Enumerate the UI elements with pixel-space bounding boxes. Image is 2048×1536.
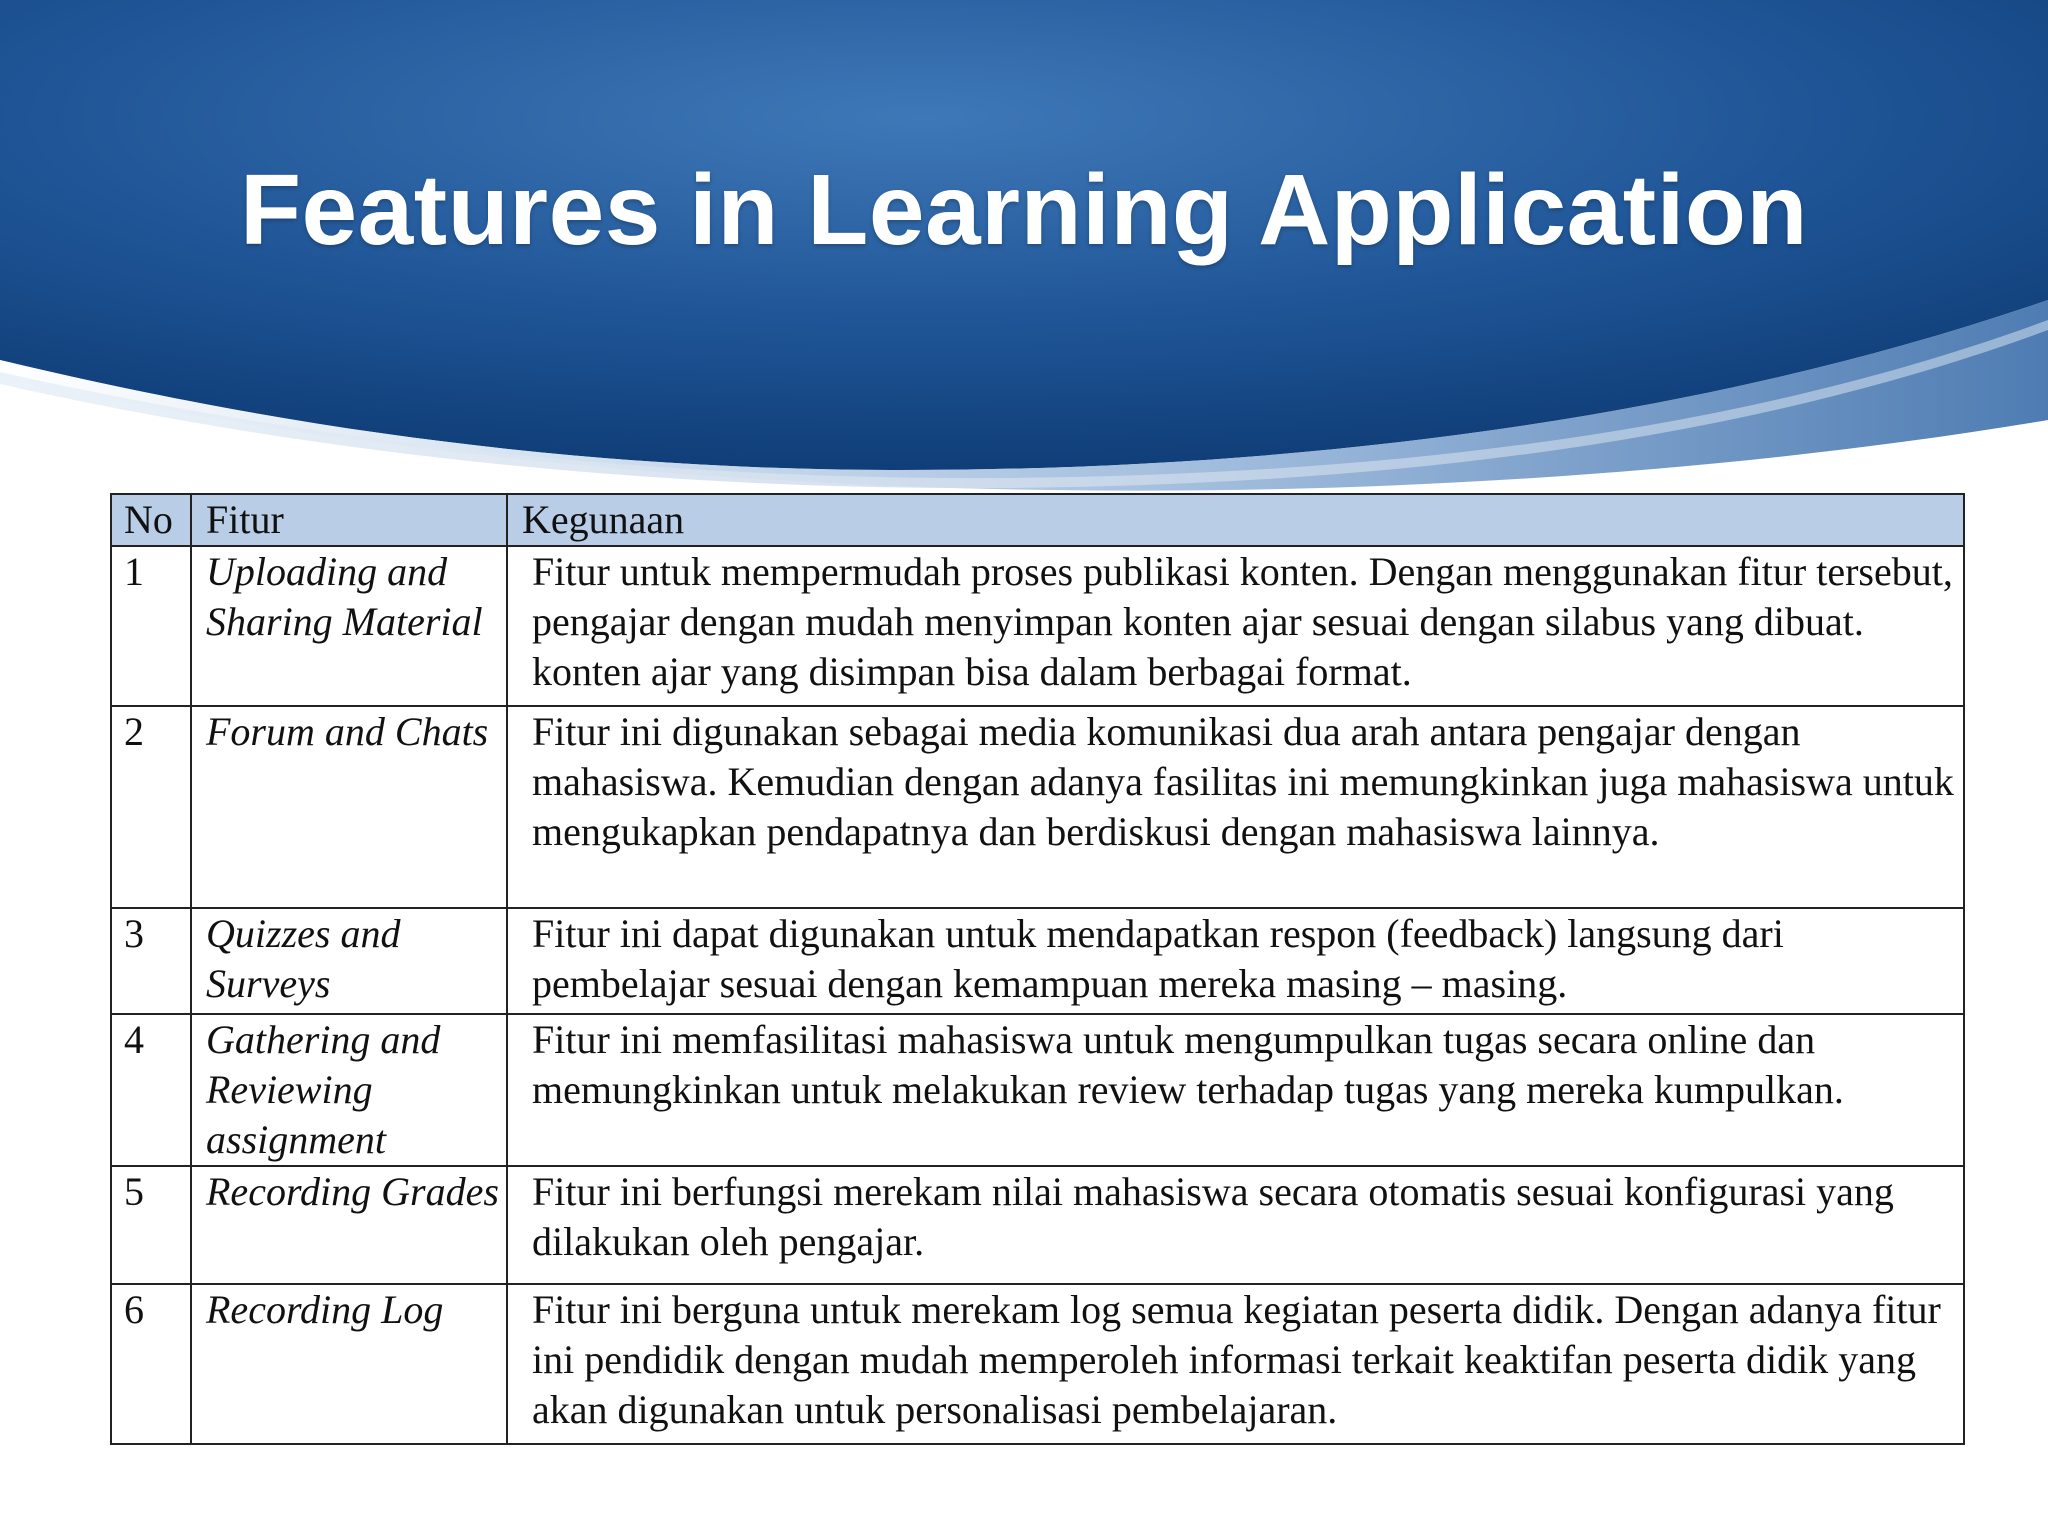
row-number: 4 [111, 1014, 191, 1166]
table-header-row [111, 494, 1964, 546]
row-number: 6 [111, 1284, 191, 1444]
table-row [111, 1284, 1964, 1444]
row-number: 3 [111, 908, 191, 1014]
row-number: 2 [111, 706, 191, 908]
table-row [111, 1166, 1964, 1284]
row-feature: Quizzes and Surveys [191, 908, 507, 1014]
row-usage: Fitur ini memfasilitasi mahasiswa untuk mengumpulkan tugas secara online dan memungkinkan untuk melakukan review terhadap tugas yang mereka kumpulkan. [507, 1014, 1964, 1166]
row-feature: Recording Grades [191, 1166, 507, 1284]
features-table [110, 493, 1965, 1445]
slide-title: Features in Learning Application [239, 154, 1809, 266]
row-number: 5 [111, 1166, 191, 1284]
header-fitur: Fitur [191, 494, 507, 546]
table-row [111, 706, 1964, 908]
row-feature: Forum and Chats [191, 706, 507, 908]
row-usage: Fitur untuk mempermudah proses publikasi konten. Dengan menggunakan fitur tersebut, pengajar dengan mudah menyimpan konten ajar sesuai dengan silabus yang dibuat. konten ajar yang disimpan bisa dalam berbagai format. [507, 546, 1964, 706]
row-usage: Fitur ini dapat digunakan untuk mendapatkan respon (feedback) langsung dari pembelajar sesuai dengan kemampuan mereka masing – masing. [507, 908, 1964, 1014]
table-row [111, 1014, 1964, 1166]
table-row [111, 546, 1964, 706]
row-feature: Uploading and Sharing Material [191, 546, 507, 706]
row-usage: Fitur ini digunakan sebagai media komunikasi dua arah antara pengajar dengan mahasiswa. Kemudian dengan adanya fasilitas ini memungkinkan juga mahasiswa untuk mengukapkan pendapatnya dan berdiskusi dengan mahasiswa lainnya. [507, 706, 1964, 908]
row-usage: Fitur ini berguna untuk merekam log semua kegiatan peserta didik. Dengan adanya fitur ini pendidik dengan mudah memperoleh informasi terkait keaktifan peserta didik yang akan digunakan untuk personalisasi pembelajaran. [507, 1284, 1964, 1444]
header-no: No [111, 494, 191, 546]
table-row [111, 908, 1964, 1014]
row-number: 1 [111, 546, 191, 706]
header-kegunaan: Kegunaan [507, 494, 1964, 546]
row-feature: Recording Log [191, 1284, 507, 1444]
row-usage: Fitur ini berfungsi merekam nilai mahasiswa secara otomatis sesuai konfigurasi yang dilakukan oleh pengajar. [507, 1166, 1964, 1284]
row-feature: Gathering and Reviewing assignment [191, 1014, 507, 1166]
